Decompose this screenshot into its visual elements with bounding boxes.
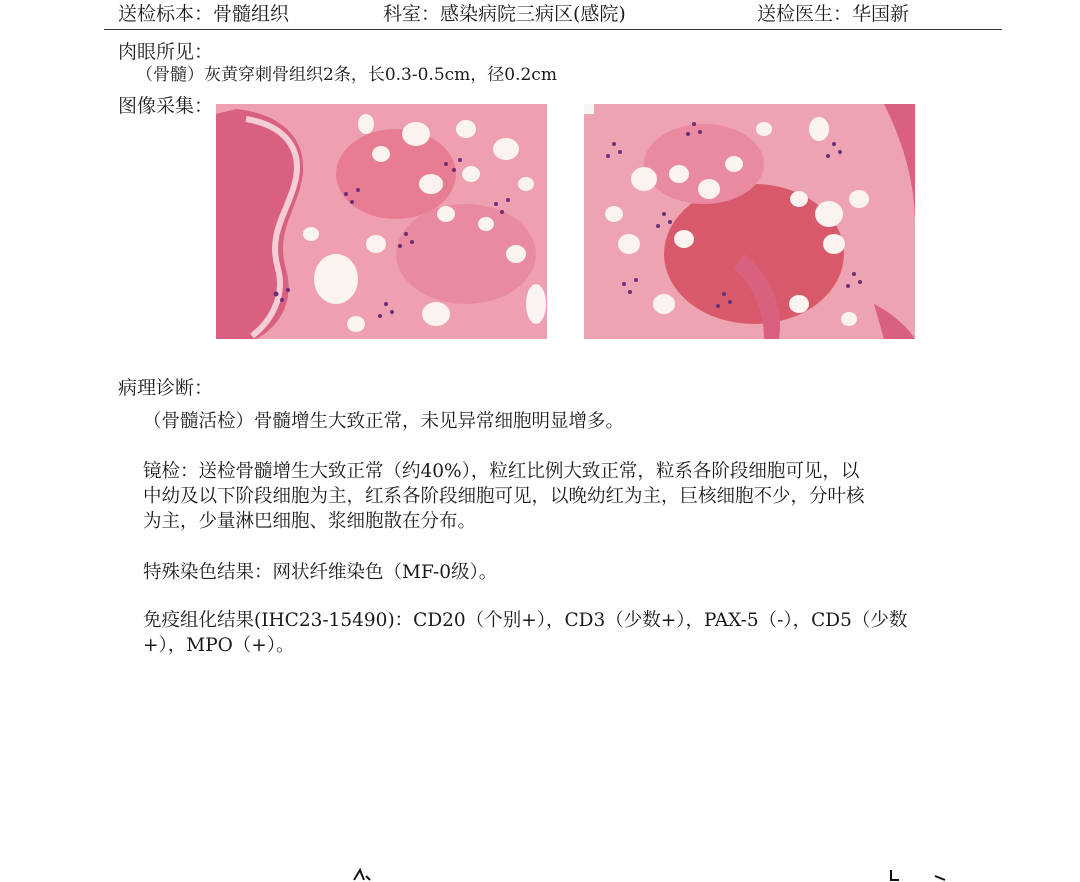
special-stain-result <box>143 560 1003 585</box>
diagnosis-summary <box>143 409 1003 434</box>
microscopy-findings <box>143 459 1003 534</box>
signature-mark-left <box>350 866 380 882</box>
department-field: 科室：感染病院三病区(感院) <box>383 3 626 25</box>
micrograph-1 <box>216 104 547 339</box>
specimen-field: 送检标本：骨髓组织 <box>118 3 290 25</box>
microscopy-line: 中幼及以下阶段细胞为主，红系各阶段细胞可见，以晚幼红为主，巨核细胞不少，分叶核 <box>143 486 865 507</box>
images-label: 图像采集： <box>118 95 214 117</box>
ihc-results <box>143 608 1003 658</box>
header-divider <box>104 29 1002 30</box>
microscopy-line: 为主，少量淋巴细胞、浆细胞散在分布。 <box>143 511 477 532</box>
ihc-line: +），MPO（+）。 <box>143 635 295 656</box>
signature-mark-right <box>885 866 955 882</box>
gross-description: （骨髓）灰黄穿刺骨组织2条，长0.3-0.5cm，径0.2cm <box>136 65 557 85</box>
diagnosis-summary-text: （骨髓活检）骨髓增生大致正常，未见异常细胞明显增多。 <box>143 411 625 432</box>
doctor-field: 送检医生：华国新 <box>757 3 910 25</box>
micrograph-2 <box>584 104 915 339</box>
microscopy-line: 镜检：送检骨髓增生大致正常（约40%），粒红比例大致正常，粒系各阶段细胞可见，以 <box>143 461 860 482</box>
report-header <box>0 0 1080 28</box>
ihc-line: 免疫组化结果(IHC23-15490)：CD20（个别+），CD3（少数+），PAX-5（-），CD5（少数 <box>143 610 908 631</box>
special-stain-text: 特殊染色结果：网状纤维染色（MF-0级）。 <box>143 562 498 583</box>
gross-label: 肉眼所见： <box>118 41 214 63</box>
diagnosis-label: 病理诊断： <box>118 377 214 399</box>
